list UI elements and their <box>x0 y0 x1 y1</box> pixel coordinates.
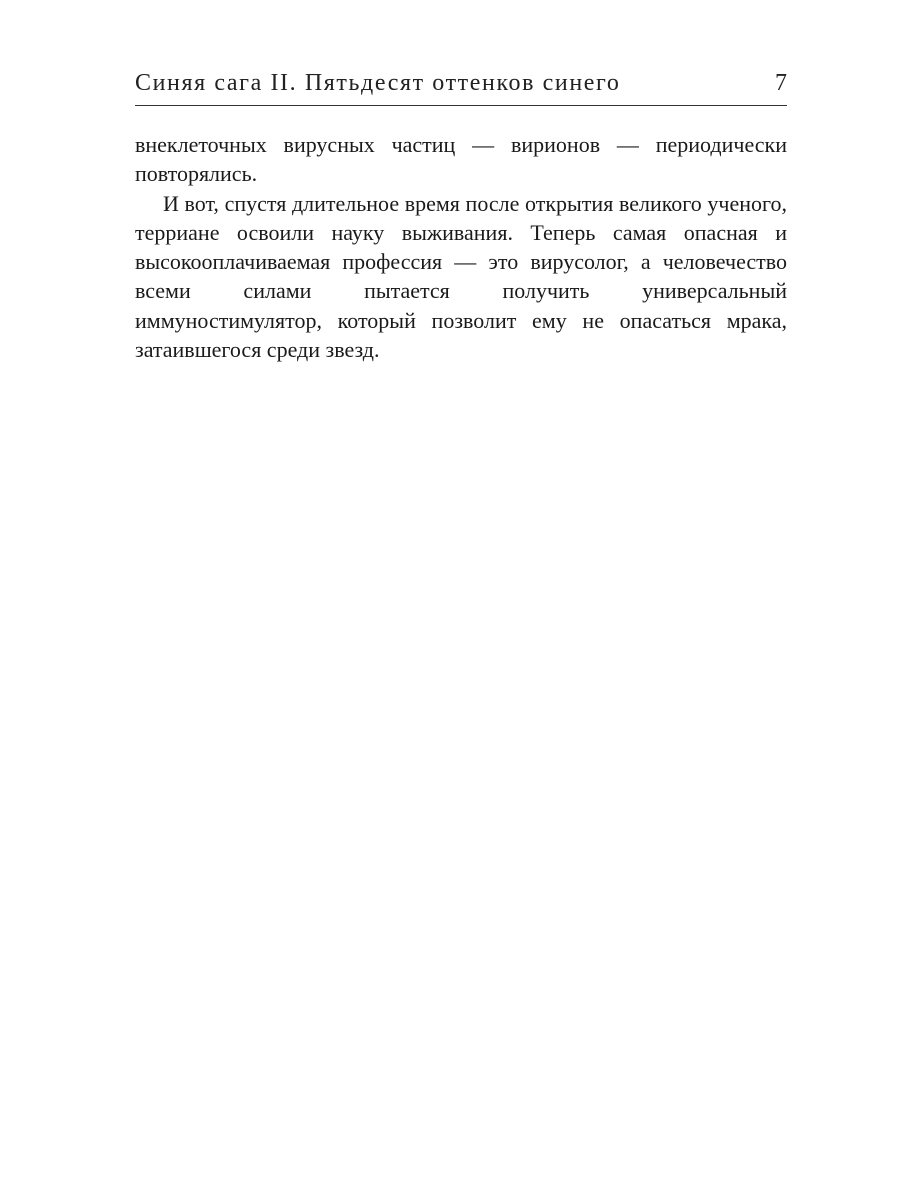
paragraph: И вот, спустя длительное время после открытия великого ученого, терриане освоили науку выживания. Теперь самая опасная и высокооплачиваемая профессия — это вирусолог, а человечество всеми силами пытается получить универсальный иммуностимулятор, который позволит ему не опасаться мрака, затаившегося среди звезд. <box>135 190 787 363</box>
header-divider <box>135 105 787 106</box>
paragraph-continuation: внеклеточных вирусных частиц — вирионов — периодически повторялись. <box>135 132 787 187</box>
page-number: 7 <box>775 70 787 96</box>
running-header <box>135 66 787 100</box>
book-title: Синяя сага II. Пятьдесят оттенков синего <box>135 70 621 96</box>
body-text <box>135 130 787 364</box>
